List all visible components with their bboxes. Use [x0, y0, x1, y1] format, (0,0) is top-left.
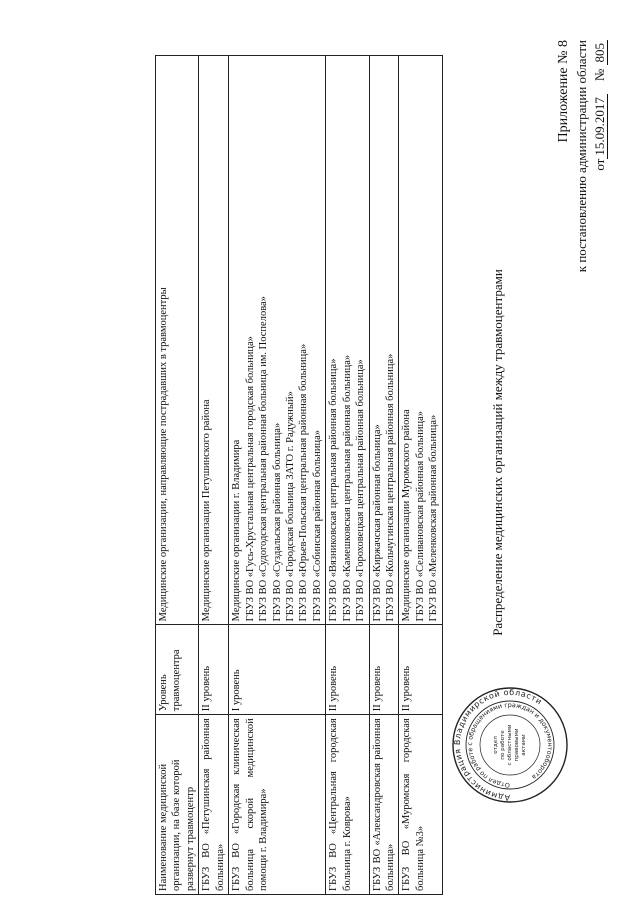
organization-cell: ГБУЗ ВО «Александровская районная больница» — [369, 715, 399, 895]
svg-text:правовыми: правовыми — [514, 728, 520, 762]
referring-cell — [326, 56, 369, 625]
appendix-resolution: к постановлению администрации области — [574, 40, 589, 273]
organization-cell: ГБУЗ ВО «Городская клиническая больница скорой медицинской помощи г. Владимира» — [229, 715, 326, 895]
referring-line: ГБУЗ ВО «Судогодская центральная районная больница им. Поспелова» — [258, 296, 270, 622]
level-cell: II уровень — [369, 625, 399, 715]
referring-line: ГБУЗ ВО «Гороховецкая центральная районная больница» — [355, 359, 367, 622]
official-seal-stamp — [450, 685, 570, 805]
table-row — [326, 56, 369, 895]
referring-line: ГБУЗ ВО «Суздальская районная больница» — [271, 422, 283, 622]
referring-line: ГБУЗ ВО «Юрьев-Польская центральная районная больница» — [298, 343, 310, 622]
referring-line: ГБУЗ ВО «Камешковская центральная районная больница» — [341, 354, 353, 622]
organization-cell: ГБУЗ ВО «Центральная городская больница г. Коврова» — [326, 715, 369, 895]
referring-line: ГБУЗ ВО «Собинская районная больница» — [311, 430, 323, 622]
organization-cell: ГБУЗ ВО «Муромская городская больница №3» — [399, 715, 442, 895]
svg-text:по работе: по работе — [500, 730, 506, 760]
header-organization: Наименование медицинской организации, на базе которой развернут травмоцентр — [156, 715, 199, 895]
resolution-date-line — [592, 0, 608, 420]
table-row — [369, 56, 399, 895]
svg-text:отдел: отдел — [493, 736, 499, 754]
referring-line: ГБУЗ ВО «Городская больница ЗАТО г. Радужный» — [284, 391, 296, 622]
referring-line: ГБУЗ ВО «Кольчугинская центральная районная больница» — [385, 353, 396, 622]
number-prefix: № — [592, 68, 607, 82]
level-cell: I уровень — [229, 625, 326, 715]
resolution-number: 805 — [592, 40, 608, 66]
referring-line: Медицинские организации г. Владимира — [231, 439, 243, 622]
appendix-number: Приложение № 8 — [556, 40, 571, 143]
table-row — [399, 56, 442, 895]
referring-line: ГБУЗ ВО «Гусь-Хрустальная центральная городская больница» — [244, 336, 256, 622]
referring-cell — [399, 56, 442, 625]
referring-cell — [229, 56, 326, 625]
table-row — [199, 56, 229, 895]
table-row — [229, 56, 326, 895]
level-cell: II уровень — [326, 625, 369, 715]
referring-line: Медицинские организации Муромского района — [401, 409, 413, 622]
svg-text:с областными: с областными — [507, 724, 513, 766]
date-prefix: от — [592, 158, 607, 171]
svg-text:актами: актами — [521, 734, 527, 756]
svg-text:Отдел по работе с обращениями: Отдел по работе с обращениями граждан и документооборота — [465, 700, 555, 790]
referring-line: ГБУЗ ВО «Меленковская районная больница» — [428, 414, 440, 622]
referring-line: ГБУЗ ВО «Киржачская районная больница» — [371, 424, 383, 622]
referring-cell — [199, 56, 229, 625]
header-referring: Медицинские организации, направляющие пострадавших в травмоцентры — [156, 56, 199, 625]
referring-line: Медицинские организации Петушинского района — [201, 399, 213, 622]
level-cell: II уровень — [399, 625, 442, 715]
referring-line: ГБУЗ ВО «Вязниковская центральная районная больница» — [328, 358, 340, 622]
level-cell: II уровень — [199, 625, 229, 715]
svg-text:Администрация Владимирской обл: Администрация Владимирской области — [452, 687, 544, 803]
header-level: Уровень травмоцентра — [156, 625, 199, 715]
organization-cell: ГБУЗ ВО «Петушинская районная больница» — [199, 715, 229, 895]
table-header-row — [156, 56, 199, 895]
document-title: Распределение медицинских организаций между травмоцентрами — [490, 269, 505, 636]
referring-line: ГБУЗ ВО «Селивановская районная больница» — [414, 410, 426, 622]
trauma-centers-table — [155, 55, 443, 895]
referring-cell — [369, 56, 399, 625]
resolution-date: 15.09.2017 — [592, 94, 608, 159]
